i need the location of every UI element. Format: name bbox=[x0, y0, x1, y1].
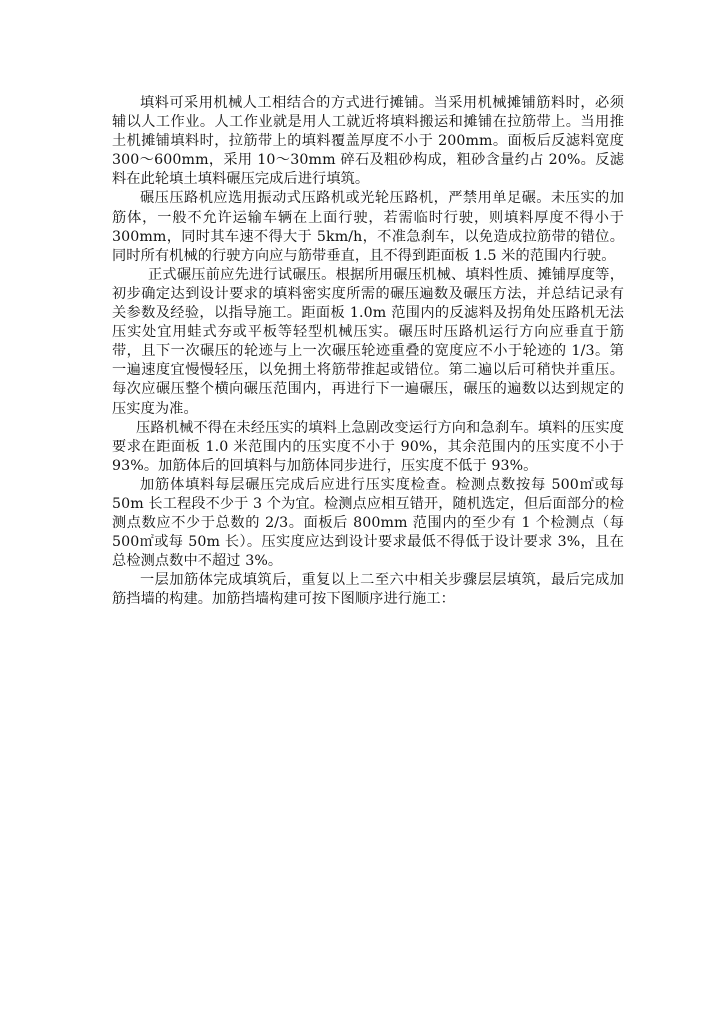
paragraph-compaction-degree: 压路机械不得在未经压实的填料上急剧改变运行方向和急刹车。填料的压实度要求在距面板 1.0 米范围内的压实度不小于 90%，其余范围内的压实度不小于 93%。加筋体后的回填料与加筋体同步进行，压实度不低于 93%。 bbox=[112, 419, 624, 474]
paragraph-trial-compaction: 正式碾压前应先进行试碾压。根据所用碾压机械、填料性质、摊铺厚度等，初步确定达到设计要求的填料密实度所需的碾压遍数及碾压方法，并总结记录有关参数及经验，以指导施工。距面板 1.0m 范围内的反滤料及拐角处压路机无法压实处宜用蛙式夯或平板等轻型机械压实。碾压时压路机运行方向应垂直于筋带，且下一次碾压的轮迹与上一次碾压轮迹重叠的宽度应不小于轮迹的 1/3。第一遍速度宜慢慢轻压，以免拥土将筋带推起或错位。第二遍以后可稍快并重压。每次应碾压整个横向碾压范围内，再进行下一遍碾压，碾压的遍数以达到规定的压实度为准。 bbox=[112, 266, 624, 417]
paragraph-filling-method: 填料可采用机械人工相结合的方式进行摊铺。当采用机械摊铺筋料时，必须辅以人工作业。人工作业就是用人工就近将填料搬运和摊铺在拉筋带上。当用推土机摊铺填料时，拉筋带上的填料覆盖厚度不小于 200mm。面板后反滤料宽度 300～600mm，采用 10～30mm 碎石及粗砂构成，粗砂含量约占 20%。反滤料在此轮填土填料碾压完成后进行填筑。 bbox=[112, 95, 624, 188]
document-page bbox=[112, 94, 624, 610]
paragraph-layer-repeat: 一层加筋体完成填筑后，重复以上二至六中相关步骤层层填筑，最后完成加筋挡墙的构建。加筋挡墙构建可按下图顺序进行施工： bbox=[112, 572, 624, 608]
paragraph-compaction-inspection: 加筋体填料每层碾压完成后应进行压实度检查。检测点数按每 500㎡或每 50m 长工程段不少于 3 个为宜。检测点应相互错开，随机选定，但后面部分的检测点数应不少于总数的 2/3。面板后 800mm 范围内的至少有 1 个检测点（每 500㎡或每 50m 长）。压实度应达到设计要求最低不得低于设计要求 3%，且在总检测点数中不超过 3%。 bbox=[112, 476, 624, 570]
paragraph-roller-selection: 碾压压路机应选用振动式压路机或光轮压路机，严禁用单足碾。未压实的加筋体，一般不允许运输车辆在上面行驶，若需临时行驶，则填料厚度不得小于 300mm，同时其车速不得大于 5km/h，不准急刹车，以免造成拉筋带的错位。同时所有机械的行驶方向应与筋带垂直，且不得到距面板 1.5 米的范围内行驶。 bbox=[112, 190, 624, 264]
